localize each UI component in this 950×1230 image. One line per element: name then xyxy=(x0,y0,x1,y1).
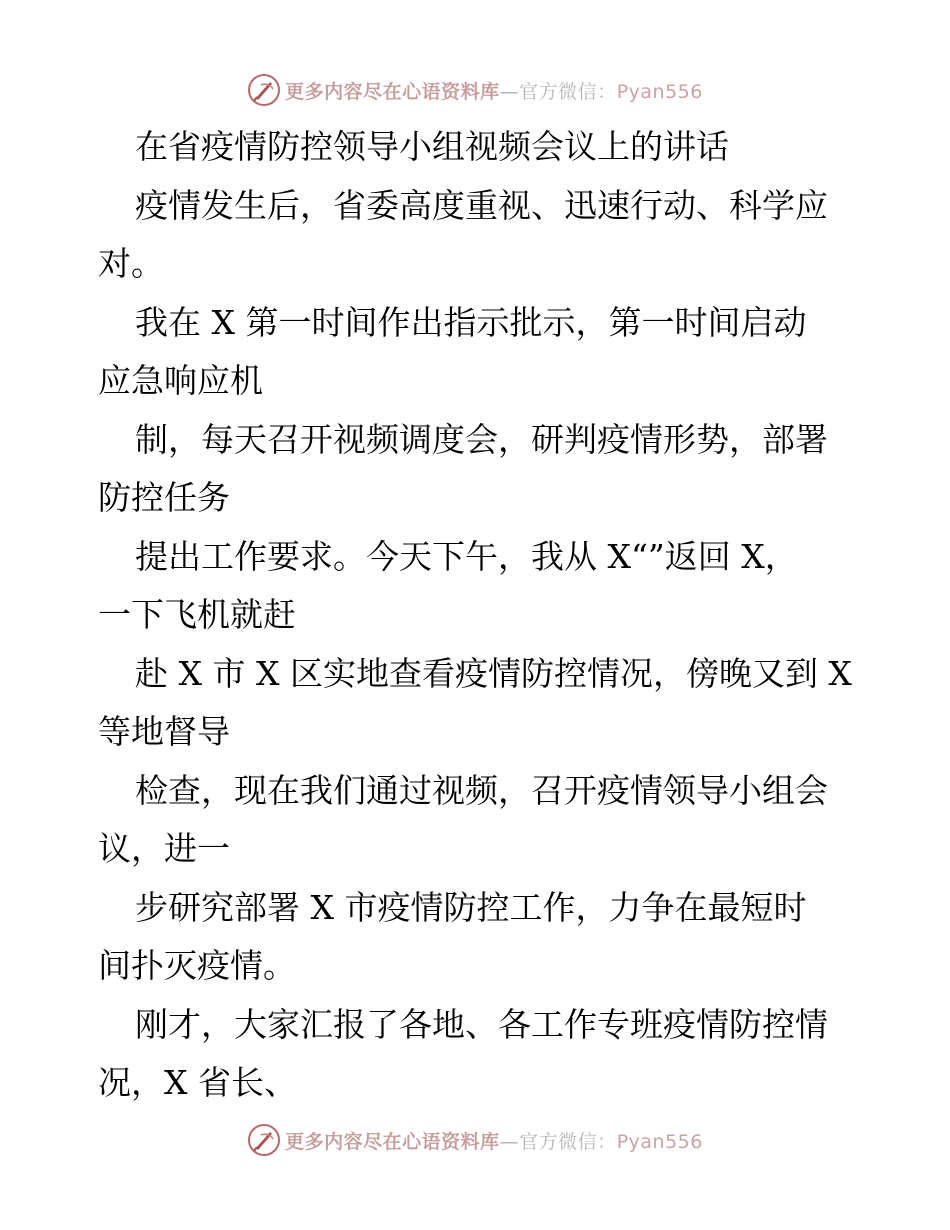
line-text: 一下飞机就赶 xyxy=(98,595,296,634)
document-line xyxy=(98,469,858,528)
document-line xyxy=(98,118,858,177)
line-text: 在省疫情防控领导小组视频会议上的讲话 xyxy=(135,127,729,166)
line-text: 对。 xyxy=(98,244,164,283)
line-text: 赴 X 市 X 区实地查看疫情防控情况，傍晚又到 X xyxy=(135,653,852,693)
line-text: 间扑灭疫情。 xyxy=(98,946,296,985)
document-line xyxy=(98,528,858,587)
line-text: 步研究部署 X 市疫情防控工作，力争在最短时 xyxy=(135,887,807,927)
document-line xyxy=(98,294,858,353)
watermark-official-label: 官方微信： xyxy=(519,80,617,103)
watermark-wechat-id: Pyan556 xyxy=(616,80,703,103)
document-line xyxy=(98,937,858,996)
line-text: 等地督导 xyxy=(98,712,230,751)
watermark-text xyxy=(285,77,703,104)
quill-logo-icon xyxy=(247,73,281,107)
footer-watermark xyxy=(0,1120,950,1160)
document-line xyxy=(98,586,858,645)
document-body xyxy=(98,118,858,1113)
document-line xyxy=(98,762,858,821)
line-text: 提出工作要求。今天下午，我从 X“”返回 X， xyxy=(135,536,798,576)
line-text: 检查，现在我们通过视频，召开疫情领导小组会 xyxy=(135,770,828,810)
line-text: 疫情发生后，省委高度重视、迅速行动、科学应 xyxy=(135,185,828,225)
document-line xyxy=(98,235,858,294)
document-line xyxy=(98,879,858,938)
document-line xyxy=(98,411,858,470)
watermark-text xyxy=(285,1127,703,1154)
document-line xyxy=(98,703,858,762)
quill-logo-icon xyxy=(247,1123,281,1157)
watermark-dash: — xyxy=(499,1130,520,1153)
watermark-site: 更多内容尽在心语资料库 xyxy=(285,1130,500,1153)
header-watermark xyxy=(0,70,950,110)
line-text: 防控任务 xyxy=(98,478,230,517)
line-text: 应急响应机 xyxy=(98,361,263,400)
watermark-official-label: 官方微信： xyxy=(519,1130,617,1153)
document-line xyxy=(98,177,858,236)
watermark-site: 更多内容尽在心语资料库 xyxy=(285,80,500,103)
document-line xyxy=(98,820,858,879)
line-text: 我在 X 第一时间作出指示批示，第一时间启动 xyxy=(135,302,807,342)
document-line xyxy=(98,1054,858,1113)
document-line xyxy=(98,996,858,1055)
line-text: 制，每天召开视频调度会，研判疫情形势，部署 xyxy=(135,419,828,459)
document-line xyxy=(98,645,858,704)
watermark-dash: — xyxy=(499,80,520,103)
line-text: 刚才，大家汇报了各地、各工作专班疫情防控情 xyxy=(135,1004,828,1044)
line-text: 议，进一 xyxy=(98,829,230,868)
document-line xyxy=(98,352,858,411)
watermark-wechat-id: Pyan556 xyxy=(616,1130,703,1153)
line-text: 况，X 省长、 xyxy=(98,1063,297,1102)
